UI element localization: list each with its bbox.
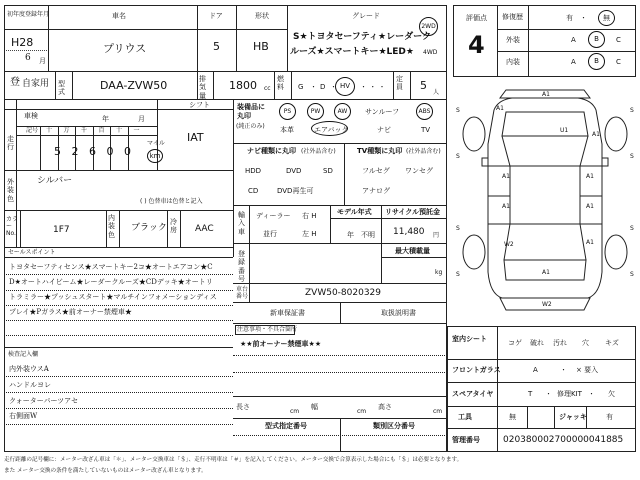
svg-text:S: S <box>630 271 634 278</box>
tv-type-sub: (社外品含む) <box>406 148 441 155</box>
tv-type-oneseg: ワンセグ <box>405 167 433 175</box>
tools-value: 無 <box>509 413 516 421</box>
right-hand-label: 右 H <box>302 212 317 220</box>
sales-points-title: セールスポイント <box>8 249 56 256</box>
navi-type-sd: SD <box>323 167 333 175</box>
mileage-label: 走行 <box>7 135 14 152</box>
diagram-mark: W2 <box>542 301 552 308</box>
shape-label: 形状 <box>255 12 269 20</box>
fuel-label: 燃料 <box>277 75 284 92</box>
exterior-grade-b-circle: B <box>588 31 605 48</box>
import-label: 輸入車 <box>238 211 245 236</box>
capacity-unit: 人 <box>433 89 440 96</box>
navi-type-dvd-play: DVD再生可 <box>277 187 314 195</box>
interior-color-label: 内装色 <box>108 214 115 239</box>
interior-seat-item: 穴 <box>582 339 589 347</box>
aw-circle: AW <box>334 103 351 120</box>
sales-point-line: プレイ★Pガラス★前オーナー禁煙車★ <box>9 308 132 316</box>
navi-label: ナビ <box>377 126 391 134</box>
warranty-label: 新車保証書 <box>270 309 305 317</box>
equipment-title: 装備品に丸印 <box>237 103 265 120</box>
record-label: 記号 <box>26 127 39 134</box>
diagram-mark: W2 <box>504 241 514 248</box>
car-roof <box>510 166 580 224</box>
diagram-mark: A1 <box>542 269 550 276</box>
airbag-label: エアバック <box>314 126 349 134</box>
pw-circle: PW <box>307 103 324 120</box>
width-label: 幅 <box>311 403 318 411</box>
max-load-label: 最大積載量 <box>395 247 430 255</box>
repair-no-circle: 無 <box>598 10 615 26</box>
navi-type-hdd: HDD <box>245 167 262 175</box>
chassis-no: ZVW50-8020329 <box>305 288 382 298</box>
parallel-label: 並行 <box>263 230 277 238</box>
class-no-label: 類別区分番号 <box>373 422 415 430</box>
reg-no-label: 登録番号 <box>238 250 245 284</box>
exterior-grade-c: C <box>616 36 621 44</box>
capacity-label: 定員 <box>396 75 403 92</box>
width-unit: cm <box>357 408 367 415</box>
spare-tire-kit: 修理KIT <box>557 390 582 398</box>
mileage-digit: 0 <box>124 145 131 158</box>
inspector-note-line: クォーターパーツアセ <box>9 397 79 405</box>
windshield-a: A <box>533 366 538 374</box>
mileage-digit-header: 千 <box>81 127 88 134</box>
inspection-label: 車検 <box>24 112 38 120</box>
cc-unit: cc <box>264 85 271 92</box>
interior-grade-a: A <box>571 58 576 66</box>
interior-seat-item: 汚れ <box>553 339 567 347</box>
interior-seat-label: 室内シート <box>452 335 487 343</box>
color-no-value: 1F7 <box>53 225 70 235</box>
car-name: プリウス <box>103 42 147 55</box>
notes-label: 注意事項・不具合箇所 <box>237 326 298 333</box>
height-label: 高さ <box>378 403 392 411</box>
exterior-color-label: 外装色 <box>7 178 14 203</box>
mileage-digit-header: 百 <box>98 127 105 134</box>
abs-circle: ABS <box>416 103 433 120</box>
diagram-mark: U1 <box>560 127 569 134</box>
interior-grade-b-circle: B <box>588 53 605 70</box>
fuel-g: G <box>298 83 304 91</box>
jack-label: ジャッキ <box>559 413 587 421</box>
model-year-label: モデル年式 <box>337 208 372 216</box>
tire-front-right <box>605 117 627 151</box>
inspector-notes-title: 検査記入欄 <box>8 351 39 358</box>
first-reg-year: H28 <box>11 36 34 49</box>
damage-diagram <box>450 84 640 324</box>
sales-point-line: トラミラー★プッシュスタート★マルチインフォメーションディス <box>9 293 217 301</box>
height-unit: cm <box>433 408 443 415</box>
capacity-value: 5 <box>420 79 427 92</box>
doors-label: ドア <box>209 12 223 20</box>
mgmt-no-label: 管理番号 <box>452 436 480 444</box>
mile-unit: マイル <box>147 140 165 147</box>
use-value: 自家用 <box>22 79 50 89</box>
displacement-label: 排気量 <box>199 75 206 100</box>
model-value: DAA-ZVW50 <box>100 79 168 92</box>
recycle-label: リサイクル預託金 <box>385 208 441 216</box>
model-label: 型式 <box>58 80 65 96</box>
windshield-label: フロントガラス <box>452 366 501 374</box>
equipment-subtitle: (純正のみ) <box>236 123 265 130</box>
registration-type-label: 登 <box>10 77 20 88</box>
svg-text:S: S <box>456 225 460 232</box>
spare-tire-none: 欠 <box>608 390 615 398</box>
svg-text:S: S <box>630 107 634 114</box>
month-unit: 月 <box>39 57 46 65</box>
diagram-mark: A1 <box>502 173 510 180</box>
sales-point-line: D★オートハイビーム★レーダークルーズ★CDデッキ★オートリ <box>9 278 213 286</box>
navi-type-label: ナビ種類に丸印 <box>247 147 296 155</box>
tv-type-analog: アナログ <box>362 187 390 195</box>
windshield-x: × 要入 <box>576 366 599 374</box>
inspection-month-label: 月 <box>138 115 145 123</box>
exterior-color-value: シルバー <box>37 176 73 186</box>
repair-yes: 有 <box>566 14 573 22</box>
max-load-unit: kg <box>435 269 443 276</box>
tv-label: TV <box>421 126 431 134</box>
diagram-mark: A1 <box>496 105 504 112</box>
chassis-label: 車台番号 <box>236 286 249 300</box>
diagram-mark: A1 <box>586 239 594 246</box>
tire-front-left <box>463 117 485 151</box>
drive-2wd-circle: 2WD <box>419 17 438 36</box>
tv-type-fullseg: フルセグ <box>362 167 390 175</box>
doors-value: 5 <box>213 40 220 53</box>
inspector-note-line: 右側面W <box>9 412 38 420</box>
mileage-digit: 2 <box>71 145 79 158</box>
leather-label: 本革 <box>280 126 294 134</box>
interior-grade-c: C <box>616 58 621 66</box>
km-unit-circle: km <box>147 149 163 163</box>
svg-text:S: S <box>456 107 460 114</box>
interior-seat-item: コゲ <box>508 339 522 347</box>
notes-value: ★★前オーナー禁煙車★★ <box>240 340 322 348</box>
repair-label: 修復歴 <box>502 13 523 21</box>
airbag-circle <box>311 121 348 136</box>
mileage-digit-header: 十 <box>116 127 123 134</box>
manual-label: 取扱説明書 <box>381 309 416 317</box>
spare-tire-label: スペアタイヤ <box>452 390 494 398</box>
diagram-mark: A1 <box>592 131 600 138</box>
mileage-digit-header: 十 <box>46 127 53 134</box>
svg-text:S: S <box>456 153 460 160</box>
mileage-digit-header: 一 <box>133 127 140 134</box>
grade-line-2: ルーズ★スマートキー★LED★ <box>290 47 414 57</box>
drive-4wd: 4WD <box>423 49 438 56</box>
tire-rear-right <box>605 235 627 269</box>
grade-line-1: S★トヨタセーフティ★レーダーク <box>293 32 432 42</box>
car-name-label: 車名 <box>112 12 126 20</box>
jack-value: 有 <box>606 413 613 421</box>
interior-seat-item: 破れ <box>530 339 544 347</box>
inspector-note-line: 内外装ウスA <box>9 365 49 373</box>
first-reg-label: 初年度登録年月 <box>7 11 50 18</box>
svg-text:S: S <box>456 271 460 278</box>
footer-note-2: また メーター交換の条件を満たしていないものはメーター改ざん車となります。 <box>4 468 207 474</box>
interior-grade-label: 内装 <box>506 58 520 66</box>
recycle-amount: 11,480 <box>393 227 425 237</box>
navi-type-sub: (社外品含む) <box>301 148 336 155</box>
first-reg-month: 6 <box>25 53 31 63</box>
car-hood <box>502 112 588 136</box>
sunroof-label: サンルーフ <box>365 108 400 116</box>
model-year-unknown: 年 不明 <box>347 231 375 239</box>
tv-type-label: TV種類に丸印 <box>357 147 403 155</box>
exterior-grade-label: 外装 <box>506 36 520 44</box>
svg-text:S: S <box>630 153 634 160</box>
score-label: 評価点 <box>466 14 487 22</box>
color-note: ( ) 色替車は色替と記入 <box>140 198 203 205</box>
diagram-mark: A1 <box>542 91 550 98</box>
color-no-label: カラーNo. <box>6 216 19 238</box>
navi-type-dvd: DVD <box>286 167 302 175</box>
score-value: 4 <box>468 31 485 59</box>
exterior-grade-a: A <box>571 36 576 44</box>
fuel-d: D <box>320 83 326 91</box>
recycle-yen: 円 <box>433 232 440 239</box>
svg-text:S: S <box>630 225 634 232</box>
spare-tire-t: T <box>528 390 533 398</box>
footer-note-1: 走行距離の記号欄に：メーター改ざん車は「＊」、メーター交換車は「＄」、走行不明車は「＃」を記入してください。メーター交換で合算表示した場合にも「＄」は必要となります。 <box>4 457 463 463</box>
diagram-mark: A1 <box>586 173 594 180</box>
fuel-hv-circle: HV <box>335 77 355 96</box>
type-no-label: 型式指定番号 <box>265 422 307 430</box>
dealer-label: ディーラー <box>256 212 291 220</box>
interior-seat-item: キズ <box>605 339 619 347</box>
mileage-digit: 5 <box>54 145 61 158</box>
inspector-note-line: ハンドルヨレ <box>9 381 51 389</box>
diagram-mark: A1 <box>586 203 594 210</box>
displacement-value: 1800 <box>229 79 257 92</box>
length-unit: cm <box>290 408 300 415</box>
interior-color-value: ブラック <box>131 223 167 233</box>
diagram-mark: A1 <box>502 203 510 210</box>
shape-value: HB <box>253 40 269 53</box>
ac-value: AAC <box>195 224 214 234</box>
mileage-digit: 6 <box>89 145 96 158</box>
shift-value: IAT <box>187 131 204 144</box>
mileage-digit: 0 <box>106 145 114 158</box>
shift-label: シフト <box>189 101 210 109</box>
navi-type-cd: CD <box>248 187 259 195</box>
sales-point-line: トヨタセーフティセンス★スマートキー2コ★オートエアコン★C <box>9 263 213 271</box>
ac-label: 冷房 <box>170 218 177 235</box>
mileage-digit-header: 万 <box>63 127 70 134</box>
length-label: 長さ <box>236 403 250 411</box>
inspection-year-label: 年 <box>102 115 109 123</box>
grade-label: グレード <box>352 12 380 20</box>
tire-rear-left <box>463 235 485 269</box>
mgmt-no-value: 020380002700000041885 <box>503 435 624 445</box>
tools-label: 工具 <box>458 413 472 421</box>
left-hand-label: 左 H <box>302 230 317 238</box>
ps-circle: PS <box>279 103 296 120</box>
